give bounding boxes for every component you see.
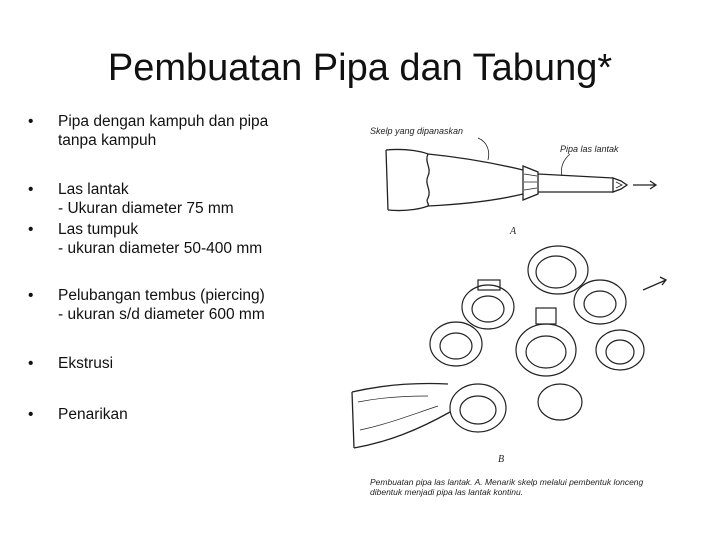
strip-entering-rolls xyxy=(352,383,450,448)
bullet-dot: • xyxy=(28,406,34,423)
bullet-text: Pipa dengan kampuh dan pipa xyxy=(58,113,269,130)
pipe-welding-figure xyxy=(338,112,683,524)
bullet-dot: • xyxy=(28,355,34,372)
bullet-text: Las tumpuk xyxy=(58,221,139,238)
bullet-item xyxy=(28,180,328,218)
label-a: A xyxy=(510,226,517,237)
exit-arrow xyxy=(643,277,666,290)
forming-bell xyxy=(523,166,538,200)
bullet-text: Ekstrusi xyxy=(58,355,114,372)
bullet-text: - Ukuran diameter 75 mm xyxy=(58,200,234,217)
bullet-item xyxy=(28,286,328,324)
bullet-item xyxy=(28,220,328,258)
forming-rolls xyxy=(430,246,644,432)
bullet-text: - ukuran s/d diameter 600 mm xyxy=(58,306,265,323)
bullet-item xyxy=(28,405,328,424)
figure-illustration xyxy=(338,112,683,524)
figure-caption-line2: dibentuk menjadi pipa las lantak kontinu. xyxy=(370,487,524,497)
leader-pipa xyxy=(561,154,570,176)
bullet-text: Penarikan xyxy=(58,406,128,423)
bullet-text: - ukuran diameter 50-400 mm xyxy=(58,240,263,257)
figure-caption-line1: Pembuatan pipa las lantak. A. Menarik skelp melalui pembentuk lonceng xyxy=(370,477,644,487)
label-pipa: Pipa las lantak xyxy=(560,144,619,154)
bullet-dot: • xyxy=(28,113,34,130)
welded-pipe xyxy=(538,174,613,192)
bullet-dot: • xyxy=(28,181,34,198)
bullet-item xyxy=(28,354,328,373)
bullet-list xyxy=(28,112,328,423)
slide-title: Pembuatan Pipa dan Tabung* xyxy=(107,47,613,89)
pull-arrow xyxy=(633,181,656,189)
bullet-dot: • xyxy=(28,287,34,304)
bullet-text: Las lantak xyxy=(58,181,129,198)
skelp-strip xyxy=(386,149,428,210)
bullet-text: Pelubangan tembus (piercing) xyxy=(58,287,265,304)
label-skelp: Skelp yang dipanaskan xyxy=(370,126,464,136)
skelp-taper xyxy=(428,154,523,206)
skelp-wavy-edge xyxy=(427,154,429,206)
bullet-text: tanpa kampuh xyxy=(58,132,157,149)
label-b: B xyxy=(498,454,505,465)
bullet-dot: • xyxy=(28,221,34,238)
leader-skelp xyxy=(478,138,489,160)
bullet-item xyxy=(28,112,328,150)
